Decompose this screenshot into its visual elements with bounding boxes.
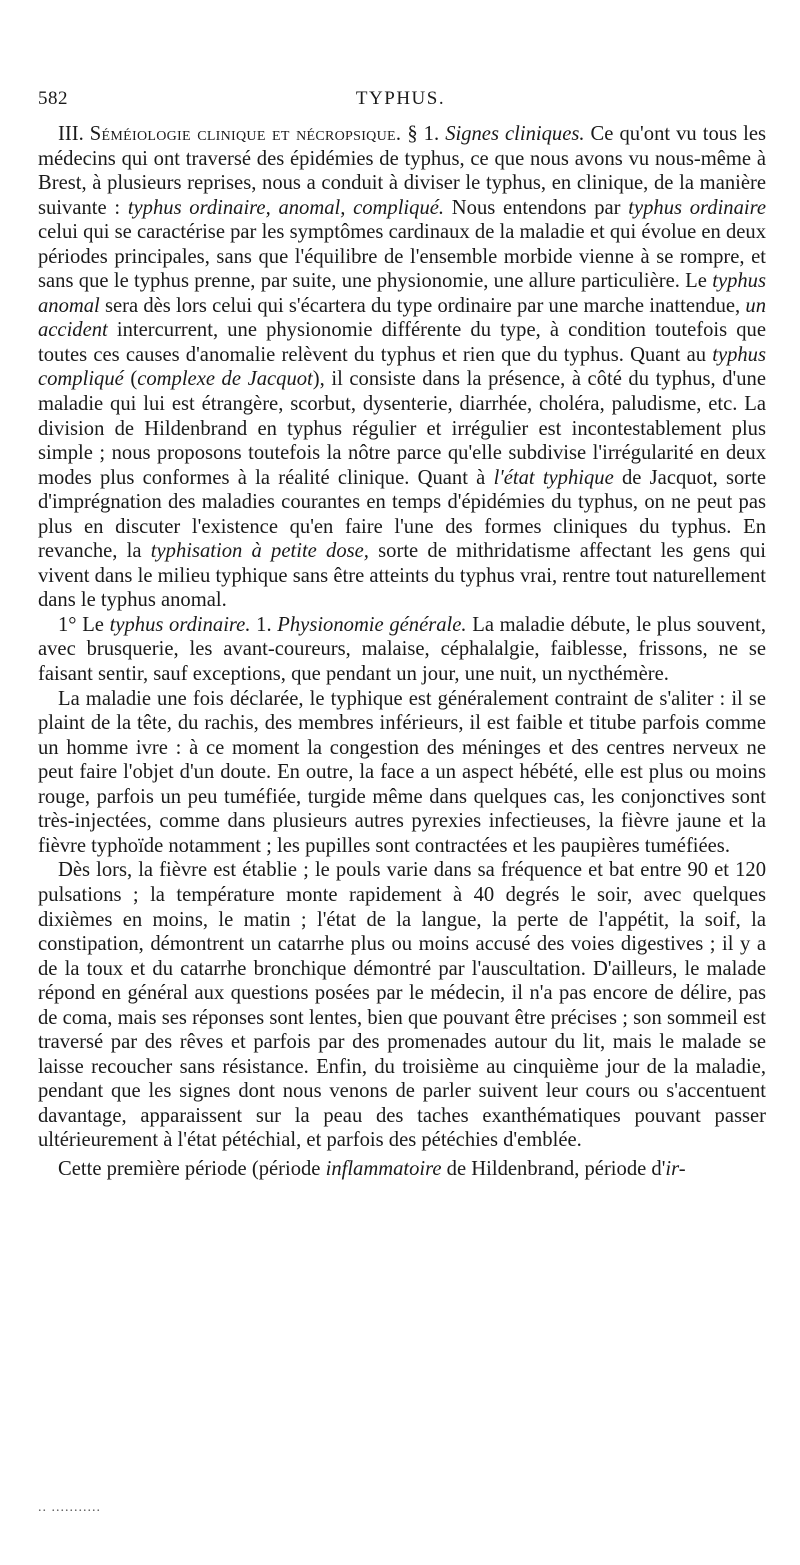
text-run: (: [123, 368, 138, 391]
italic-run: complexe de Jacquot: [137, 368, 313, 391]
text-run: La maladie débute, le plus souvent, avec brusquerie, les avant-coureurs, malaise, céphalalgie, faiblesse, frissons, ne se faisant sentir, sauf exceptions, que pendant un jour, une nuit, un nycthémère.: [38, 613, 766, 686]
text-run: celui qui se caractérise par les symptômes cardinaux de la maladie et qui évolue en deux périodes principales, sans que l'équilibre de l'ensemble morbide vienne à se rompre, et sans que le typhus prenne, par suite, une physionomie, une allure particulière. Le: [38, 221, 766, 293]
subsection-heading: Signes cliniques.: [445, 123, 585, 145]
italic-run: typhus ordinaire: [628, 196, 766, 219]
italic-run: Physionomie générale.: [277, 613, 467, 636]
section-heading: Séméiologie clinique et nécropsique.: [89, 123, 402, 145]
italic-run: l'état typhique: [493, 466, 614, 489]
paragraph-premiere-periode: [38, 1157, 766, 1182]
text-run: ), il consiste dans la présence, à côté du typhus, d'une maladie qui lui est étrangère, scorbut, dysenterie, diarrhée, choléra, paludisme, etc. La division de Hildenbrand en typhus régulier et irrégulier est incontestablement plus simple ; nous proposons toutefois la nôtre parce qu'elle subdivise l'irrégularité en deux modes plus conformes à la réalité clinique. Quant à: [38, 368, 766, 489]
italic-run: typhus compliqué: [38, 343, 766, 391]
italic-run: typhus ordinaire.: [109, 613, 251, 636]
italic-run: inflammatoire: [325, 1157, 442, 1180]
italic-run: ir-: [665, 1157, 686, 1180]
text-run: 1.: [250, 613, 278, 636]
running-title: TYPHUS.: [355, 88, 446, 109]
paragraph-semeiologie: [38, 122, 766, 613]
paragraph-fievre-etablie: Dès lors, la fièvre est établie ; le pouls varie dans sa fréquence et bat entre 90 et 120 pulsations ; la température monte rapidement à 40 degrés le soir, avec quelques dixièmes en moins, le matin ; l'état de la langue, la perte de l'appétit, la soif, la constipation, démontrent un catarrhe plus ou moins accusé des voies digestives ; il y a de la toux et du catarrhe bronchique démontré par l'auscultation. D'ailleurs, le malade répond en général aux questions posées par le médecin, il n'a pas encore de délire, pas de coma, mais ses réponses sont lentes, bien que pouvant être précises ; son sommeil est traversé par des rêves et parfois par des promenades autour du lit, mais le malade se laisse recoucher sans résistance. Enfin, du troisième au cinquième jour de la maladie, pendant que les signes dont nous venons de parler suivent leur cours ou s'accentuent davantage, apparaissent sur la peau des taches exanthématiques pouvant passer ultérieurement à l'état pétéchial, et parfois des pétéchies d'emblée.: [38, 859, 766, 1152]
text-run: sera dès lors celui qui s'écartera du type ordinaire par une marche inattendue,: [99, 294, 746, 317]
footer-dots: .. ...........: [38, 1500, 101, 1515]
italic-run: typhisation à petite dose,: [150, 540, 369, 563]
text-run: Nous entendons par: [444, 196, 629, 219]
text-run: § 1.: [401, 123, 446, 145]
text-run: intercurrent, une physionomie différente du type, à condition toutefois que toutes ces causes d'anomalie relèvent du typhus et rien que du typhus. Quant au: [38, 319, 766, 366]
running-head: [38, 88, 763, 114]
text-run: de Hildenbrand, période d': [441, 1157, 666, 1180]
text-run: 1° Le: [58, 613, 110, 636]
text-run: III.: [58, 123, 90, 145]
text-run: Cette première période (période: [58, 1157, 326, 1180]
body-text: [38, 122, 766, 1182]
italic-run: un accident: [38, 294, 766, 342]
text-run: de Jacquot, sorte d'imprégnation des maladies courantes en temps d'épidémies du typhus, on ne peut pas plus en discuter l'existence qu'en faire l'une des formes cliniques du typhus. En revanche, la: [38, 466, 766, 563]
paragraph-maladie-declaree: La maladie une fois déclarée, le typhique est généralement contraint de s'aliter : il se plaint de la tête, du rachis, des membres inférieurs, il est faible et titube parfois comme un homme ivre : à ce moment la congestion des méninges et des centres nerveux ne peut faire l'objet d'un doute. En outre, la face a un aspect hébété, elle est plus ou moins rouge, parfois un peu tuméfiée, turgide même dans quelques cas, les conjonctives sont très-injectées, comme dans plusieurs autres pyrexies infectieuses, la fièvre jaune et la fièvre typhoïde notamment ; les pupilles sont contractées et les paupières tuméfiées.: [38, 687, 766, 857]
text-run: Ce qu'ont vu tous les médecins qui ont traversé des épidémies de typhus, ce que nous avons vu nous-même à Brest, à plusieurs reprises, nous a conduit à diviser le typhus, en clinique, de la manière suivante :: [38, 123, 767, 219]
italic-run: typhus anomal: [38, 270, 766, 317]
italic-run: typhus ordinaire, anomal, compliqué.: [127, 196, 445, 219]
paragraph-typhus-ordinaire: [38, 613, 766, 687]
text-run: sorte de mithridatisme affectant les gens qui vivent dans le milieu typhique sans être atteints du typhus vrai, rentre tout naturellement dans le typhus anomal.: [38, 540, 766, 612]
page-number: 582: [38, 88, 68, 109]
